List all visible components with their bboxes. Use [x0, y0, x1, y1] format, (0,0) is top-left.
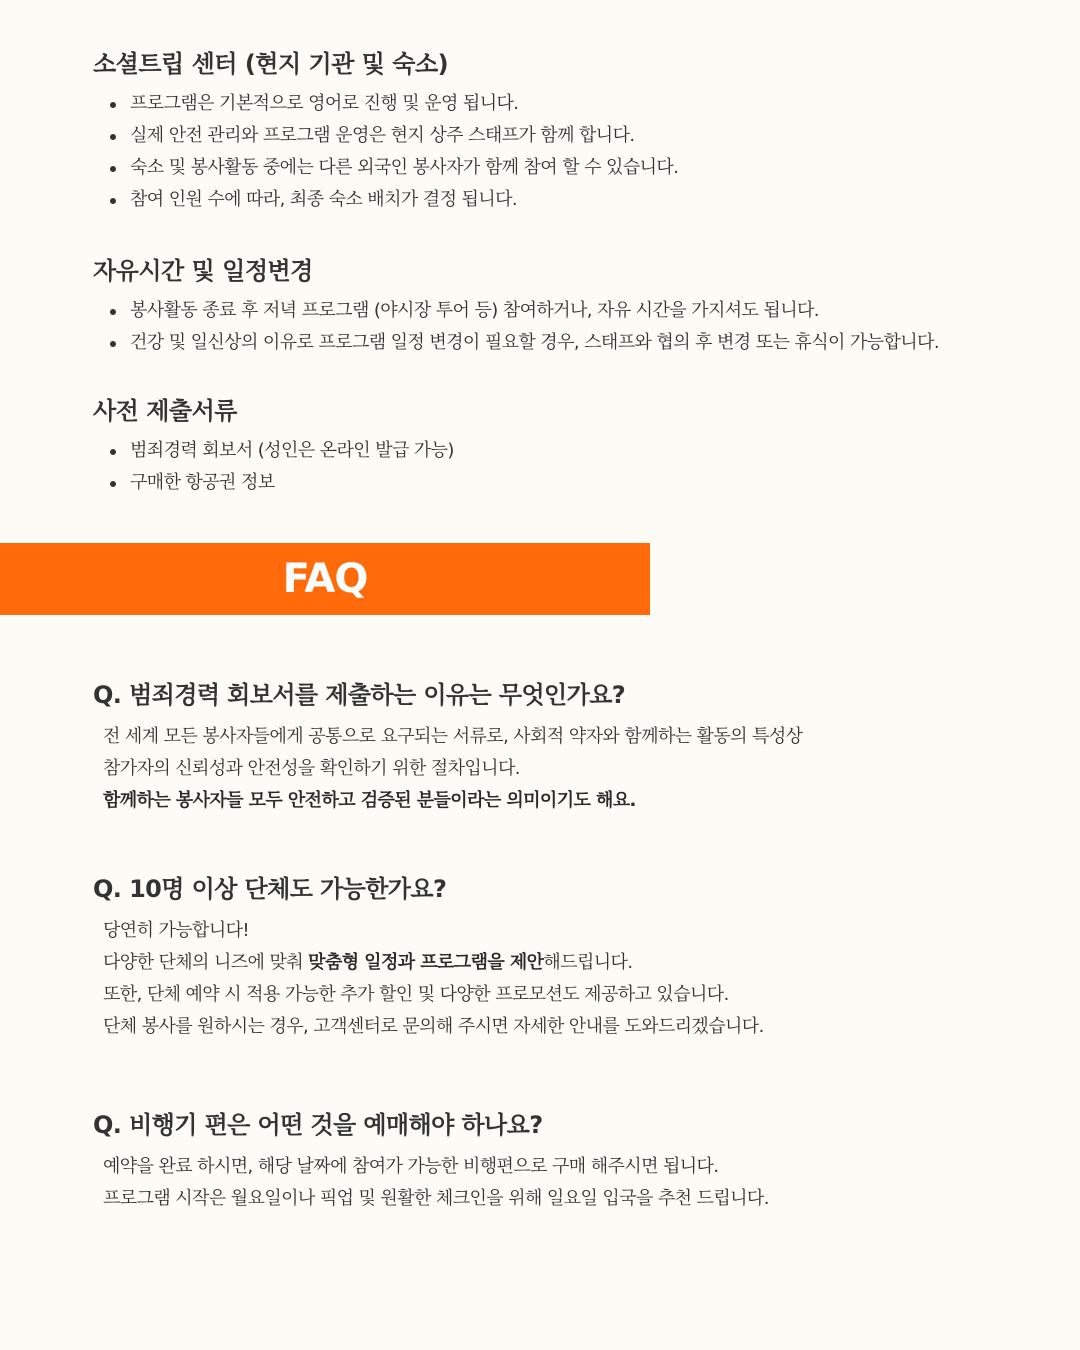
- list-item-text: 건강 및 일신상의 이유로 프로그램 일정 변경이 필요할 경우, 스태프와 협의 후 변경 또는 휴식이 가능합니다.: [130, 332, 939, 353]
- answer-line: 전 세계 모든 봉사자들에게 공통으로 요구되는 서류로, 사회적 약자와 함께하는 활동의 특성상: [103, 726, 803, 747]
- list-item-text: 실제 안전 관리와 프로그램 운영은 현지 상주 스태프가 함께 합니다.: [130, 125, 635, 146]
- section-free-time: [93, 251, 1053, 359]
- list-item: [93, 120, 1053, 152]
- section-local-center: [93, 44, 1053, 216]
- faq-answer: [93, 721, 1053, 817]
- section-title: 자유시간 및 일정변경: [93, 257, 313, 285]
- faq-answer: [93, 1151, 1053, 1215]
- section-title: 사전 제출서류: [93, 397, 237, 425]
- answer-text-bold: 맞춤형 일정과 프로그램을 제안: [308, 952, 544, 973]
- list-item-text: 숙소 및 봉사활동 중에는 다른 외국인 봉사자가 함께 참여 할 수 있습니다.: [130, 157, 679, 178]
- list-item: [93, 184, 1053, 216]
- list-item-text: 프로그램은 기본적으로 영어로 진행 및 운영 됩니다.: [130, 93, 519, 114]
- faq-item: [93, 1105, 1053, 1215]
- bullet-icon: [110, 481, 116, 487]
- list-item: [93, 435, 1053, 467]
- list-item: [93, 88, 1053, 120]
- list-item-text: 봉사활동 종료 후 저녁 프로그램 (야시장 투어 등) 참여하거나, 자유 시간을 가지셔도 됩니다.: [130, 300, 819, 321]
- answer-line-bold: 함께하는 봉사자들 모두 안전하고 검증된 분들이라는 의미이기도 해요.: [103, 790, 636, 811]
- answer-line: 프로그램 시작은 월요일이나 픽업 및 원활한 체크인을 위해 일요일 입국을 추천 드립니다.: [103, 1188, 769, 1209]
- faq-item: [93, 869, 1053, 1043]
- answer-line: [103, 947, 1053, 979]
- info-list: [93, 88, 1053, 216]
- bullet-icon: [110, 198, 116, 204]
- section-title: 소셜트립 센터 (현지 기관 및 숙소): [93, 50, 449, 78]
- faq-banner-label: FAQ: [282, 556, 368, 602]
- answer-text: 해드립니다.: [543, 952, 633, 973]
- bullet-icon: [110, 449, 116, 455]
- faq-question: Q. 10명 이상 단체도 가능한가요?: [93, 875, 447, 903]
- answer-text: 다양한 단체의 니즈에 맞춰: [103, 952, 309, 973]
- bullet-icon: [110, 134, 116, 140]
- answer-line: 예약을 완료 하시면, 해당 날짜에 참여가 가능한 비행편으로 구매 해주시면 됩니다.: [103, 1156, 719, 1177]
- list-item: [93, 327, 1053, 359]
- bullet-icon: [110, 102, 116, 108]
- answer-line: 또한, 단체 예약 시 적용 가능한 추가 할인 및 다양한 프로모션도 제공하고 있습니다.: [103, 984, 729, 1005]
- bullet-icon: [110, 341, 116, 347]
- faq-answer: [93, 915, 1053, 1043]
- list-item: [93, 152, 1053, 184]
- list-item: [93, 295, 1053, 327]
- faq-banner: [0, 543, 650, 615]
- info-list: [93, 435, 1053, 499]
- faq-question: Q. 범죄경력 회보서를 제출하는 이유는 무엇인가요?: [93, 681, 626, 709]
- bullet-icon: [110, 309, 116, 315]
- list-item-text: 참여 인원 수에 따라, 최종 숙소 배치가 결정 됩니다.: [130, 189, 517, 210]
- answer-line: 당연히 가능합니다!: [103, 920, 250, 941]
- list-item-text: 구매한 항공권 정보: [130, 472, 275, 493]
- section-documents: [93, 391, 1053, 499]
- answer-line: 참가자의 신뢰성과 안전성을 확인하기 위한 절차입니다.: [103, 758, 520, 779]
- bullet-icon: [110, 166, 116, 172]
- faq-item: [93, 675, 1053, 817]
- faq-question: Q. 비행기 편은 어떤 것을 예매해야 하나요?: [93, 1111, 543, 1139]
- answer-line: 단체 봉사를 원하시는 경우, 고객센터로 문의해 주시면 자세한 안내를 도와드리겠습니다.: [103, 1016, 764, 1037]
- list-item-text: 범죄경력 회보서 (성인은 온라인 발급 가능): [130, 440, 454, 461]
- info-list: [93, 295, 1053, 359]
- list-item: [93, 467, 1053, 499]
